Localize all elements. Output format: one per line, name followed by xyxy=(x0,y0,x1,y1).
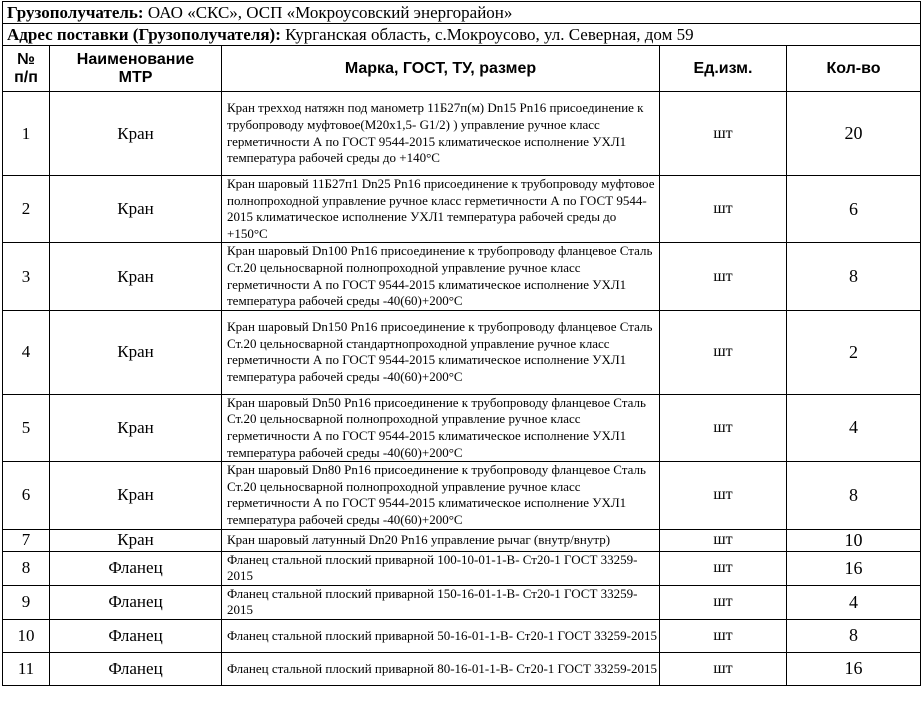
row-unit: шт xyxy=(660,176,787,243)
row-specification: Фланец стальной плоский приварной 80-16-01-1-В- Ст20-1 ГОСТ 33259-2015 xyxy=(222,652,660,685)
row-specification: Кран шаровый Dn150 Pn16 присоединение к трубопроводу фланцевое Сталь Ст.20 цельносварной стандартнопроходной управление ручное класс герметичности А по ГОСТ 9544-2015 климатическое исполнение УХЛ1 температура рабочей среды -40(60)+200°C xyxy=(222,310,660,394)
materials-table xyxy=(2,1,921,686)
row-quantity: 10 xyxy=(787,529,921,551)
table-row xyxy=(3,310,921,394)
row-specification: Кран шаровый латунный Dn20 Pn16 управление рычаг (внутр/внутр) xyxy=(222,529,660,551)
row-specification: Фланец стальной плоский приварной 150-16-01-1-В- Ст20-1 ГОСТ 33259-2015 xyxy=(222,585,660,619)
row-quantity: 8 xyxy=(787,462,921,529)
row-quantity: 6 xyxy=(787,176,921,243)
row-number: 11 xyxy=(3,652,50,685)
row-specification: Кран шаровый Dn80 Pn16 присоединение к трубопроводу фланцевое Сталь Ст.20 цельносварной полнопроходной управление ручное класс герметичности А по ГОСТ 9544-2015 климатическое исполнение УХЛ1 температура рабочей среды -40(60)+200°C xyxy=(222,462,660,529)
row-material-name: Фланец xyxy=(50,652,222,685)
delivery-address-label: Адрес поставки (Грузополучателя): xyxy=(7,24,281,44)
row-unit: шт xyxy=(660,310,787,394)
row-unit: шт xyxy=(660,551,787,585)
table-row xyxy=(3,462,921,529)
row-quantity: 4 xyxy=(787,394,921,461)
table-body xyxy=(3,92,921,686)
row-material-name: Кран xyxy=(50,529,222,551)
row-number: 4 xyxy=(3,310,50,394)
table-row xyxy=(3,394,921,461)
row-quantity: 2 xyxy=(787,310,921,394)
row-specification: Кран шаровый 11Б27п1 Dn25 Pn16 присоединение к трубопроводу муфтовое полнопроходной управление ручное класс герметичности А по ГОСТ 9544-2015 климатическое исполнение УХЛ1 температура рабочей среды до +150°C xyxy=(222,176,660,243)
row-material-name: Кран xyxy=(50,310,222,394)
row-unit: шт xyxy=(660,92,787,176)
row-number: 3 xyxy=(3,243,50,310)
delivery-address-value: Курганская область, с.Мокроусово, ул. Северная, дом 59 xyxy=(280,24,694,44)
table-row xyxy=(3,619,921,652)
row-unit: шт xyxy=(660,652,787,685)
table-row xyxy=(3,585,921,619)
column-header-name: Наименование МТР xyxy=(50,46,222,92)
row-quantity: 4 xyxy=(787,585,921,619)
row-specification: Фланец стальной плоский приварной 100-10-01-1-В- Ст20-1 ГОСТ 33259-2015 xyxy=(222,551,660,585)
row-number: 7 xyxy=(3,529,50,551)
row-specification: Кран шаровый Dn50 Pn16 присоединение к трубопроводу фланцевое Сталь Ст.20 цельносварной полнопроходной управление ручное класс герметичности А по ГОСТ 9544-2015 климатическое исполнение УХЛ1 температура рабочей среды -40(60)+200°C xyxy=(222,394,660,461)
row-number: 6 xyxy=(3,462,50,529)
row-unit: шт xyxy=(660,619,787,652)
column-header-row xyxy=(3,46,921,92)
row-unit: шт xyxy=(660,462,787,529)
row-material-name: Фланец xyxy=(50,585,222,619)
row-material-name: Кран xyxy=(50,243,222,310)
row-quantity: 8 xyxy=(787,619,921,652)
row-number: 8 xyxy=(3,551,50,585)
row-number: 2 xyxy=(3,176,50,243)
delivery-address-cell xyxy=(3,24,921,46)
row-material-name: Фланец xyxy=(50,551,222,585)
column-header-unit: Ед.изм. xyxy=(660,46,787,92)
row-specification: Фланец стальной плоский приварной 50-16-01-1-В- Ст20-1 ГОСТ 33259-2015 xyxy=(222,619,660,652)
column-header-qty: Кол-во xyxy=(787,46,921,92)
row-quantity: 20 xyxy=(787,92,921,176)
row-unit: шт xyxy=(660,394,787,461)
delivery-address-row xyxy=(3,24,921,46)
row-material-name: Кран xyxy=(50,394,222,461)
column-header-num: № п/п xyxy=(3,46,50,92)
row-material-name: Кран xyxy=(50,176,222,243)
row-material-name: Фланец xyxy=(50,619,222,652)
table-row xyxy=(3,92,921,176)
row-quantity: 16 xyxy=(787,652,921,685)
row-specification: Кран шаровый Dn100 Pn16 присоединение к трубопроводу фланцевое Сталь Ст.20 цельносварной полнопроходной управление ручное класс герметичности А по ГОСТ 9544-2015 климатическое исполнение УХЛ1 температура рабочей среды -40(60)+200°C xyxy=(222,243,660,310)
row-number: 1 xyxy=(3,92,50,176)
consignee-value: ОАО «СКС», ОСП «Мокроусовский энергорайон» xyxy=(143,2,513,22)
row-number: 9 xyxy=(3,585,50,619)
table-row xyxy=(3,243,921,310)
row-specification: Кран трехход натяжн под манометр 11Б27п(м) Dn15 Pn16 присоединение к трубопроводу муфтовое(M20x1,5- G1/2) ) управление ручное класс герметичности А по ГОСТ 9544-2015 климатическое исполнение УХЛ1 температура рабочей среды до +140°C xyxy=(222,92,660,176)
row-number: 5 xyxy=(3,394,50,461)
row-quantity: 16 xyxy=(787,551,921,585)
column-header-spec: Марка, ГОСТ, ТУ, размер xyxy=(222,46,660,92)
document xyxy=(2,1,920,686)
row-quantity: 8 xyxy=(787,243,921,310)
row-number: 10 xyxy=(3,619,50,652)
row-unit: шт xyxy=(660,585,787,619)
table-row xyxy=(3,176,921,243)
table-row xyxy=(3,551,921,585)
row-unit: шт xyxy=(660,243,787,310)
table-row xyxy=(3,529,921,551)
consignee-cell xyxy=(3,2,921,24)
row-material-name: Кран xyxy=(50,462,222,529)
row-material-name: Кран xyxy=(50,92,222,176)
table-row xyxy=(3,652,921,685)
consignee-label: Грузополучатель: xyxy=(7,2,144,22)
row-unit: шт xyxy=(660,529,787,551)
consignee-row xyxy=(3,2,921,24)
